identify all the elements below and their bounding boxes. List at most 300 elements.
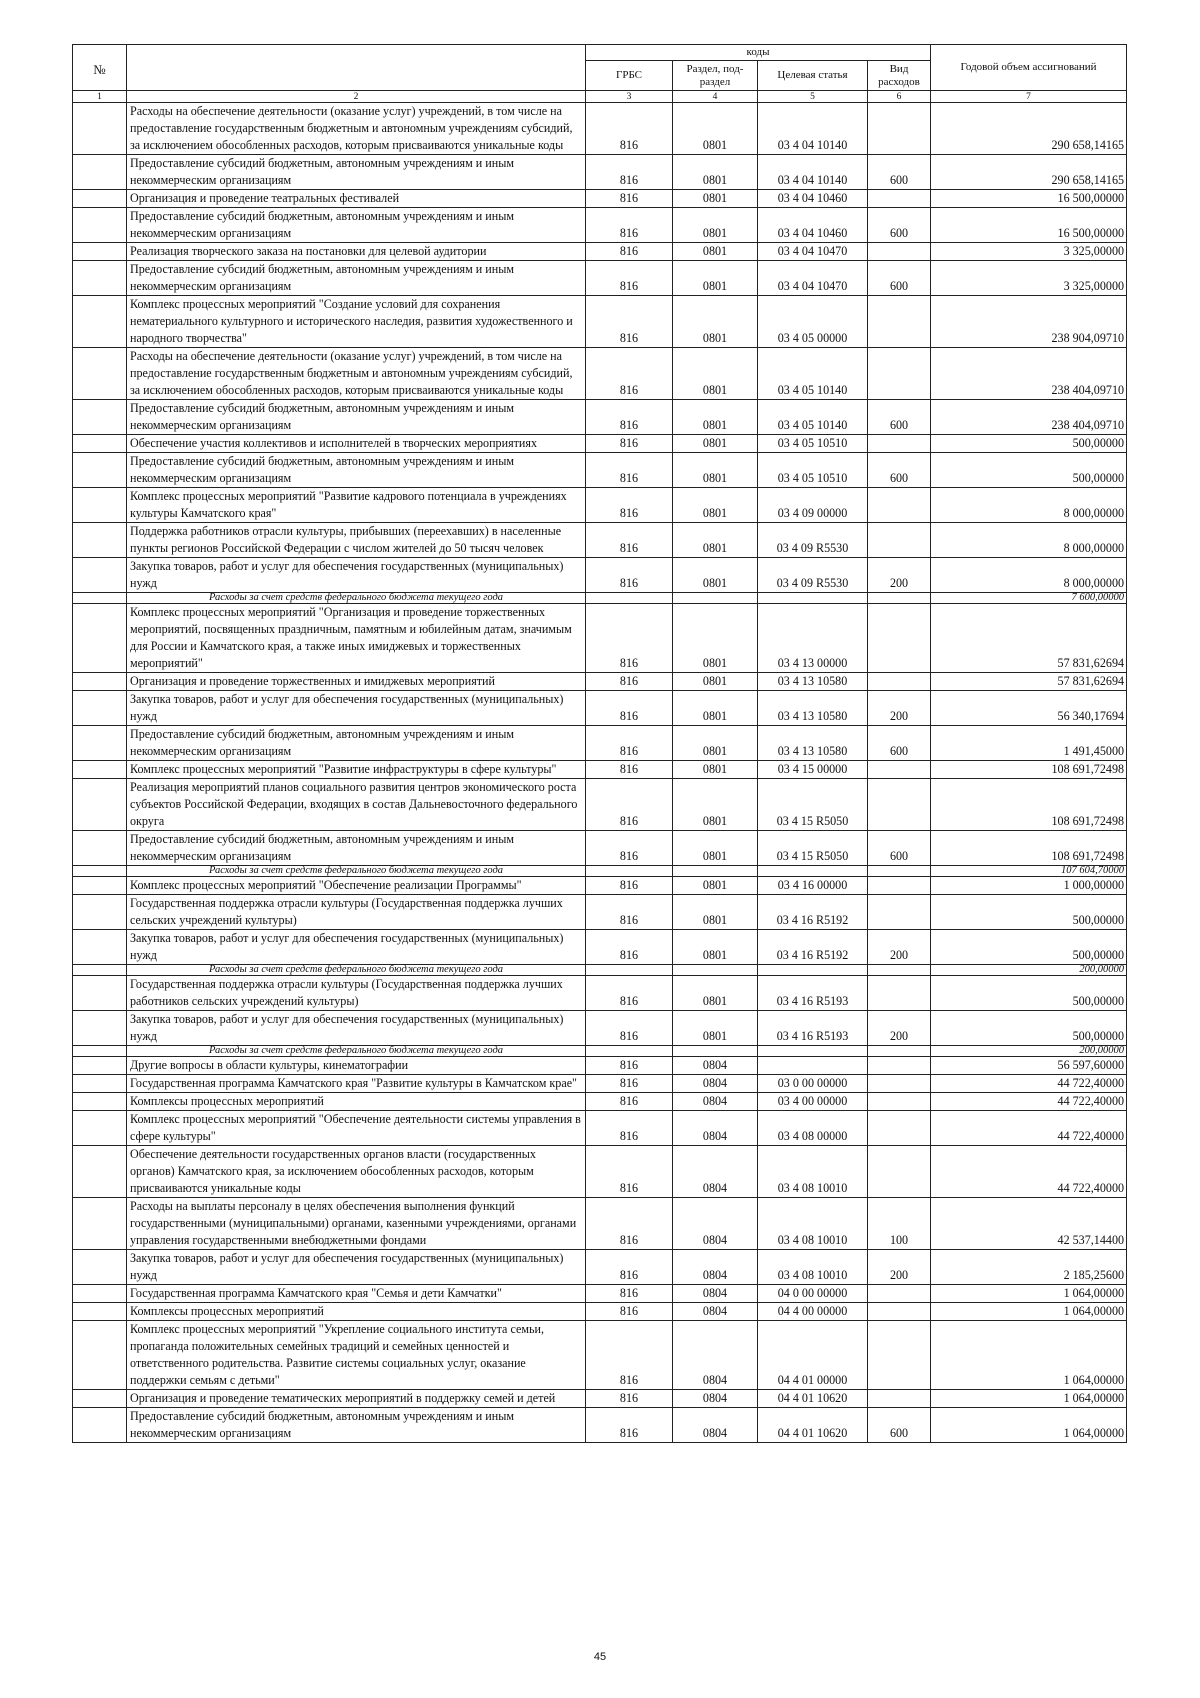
header-number: 2 [127,91,586,103]
row-name-cell: Комплекс процессных мероприятий "Обеспечение деятельности системы управления в сфере культуры" [127,1111,586,1146]
row-amount-cell: 1 064,00000 [931,1285,1127,1303]
row-amount-cell: 16 500,00000 [931,208,1127,243]
row-number-cell [73,1408,127,1443]
row-number-cell [73,1198,127,1250]
row-name-cell: Государственная поддержка отрасли культуры (Государственная поддержка лучших работников сельских учреждений культуры) [127,976,586,1011]
row-razdel-cell: 0804 [673,1075,758,1093]
row-vid-cell: 200 [868,1250,931,1285]
row-amount-cell: 44 722,40000 [931,1093,1127,1111]
header-number: 6 [868,91,931,103]
row-target-cell: 04 4 01 10620 [758,1390,868,1408]
row-grbs-cell: 816 [586,877,673,895]
row-amount-cell: 1 064,00000 [931,1408,1127,1443]
row-grbs-cell: 816 [586,208,673,243]
table-row [73,930,1127,965]
row-name-cell: Предоставление субсидий бюджетным, автономным учреждениям и иным некоммерческим организациям [127,155,586,190]
row-target-cell: 04 0 00 00000 [758,1285,868,1303]
row-vid-cell: 600 [868,261,931,296]
row-amount-cell: 8 000,00000 [931,488,1127,523]
table-row [73,1250,1127,1285]
table-row [73,1390,1127,1408]
row-number-cell [73,965,127,976]
row-target-cell: 03 4 13 10580 [758,673,868,691]
row-number-cell [73,488,127,523]
row-grbs-cell: 816 [586,1057,673,1075]
row-amount-cell: 3 325,00000 [931,261,1127,296]
row-vid-cell [868,1111,931,1146]
row-name-cell: Предоставление субсидий бюджетным, автономным учреждениям и иным некоммерческим организациям [127,400,586,435]
row-razdel-cell: 0801 [673,103,758,155]
row-grbs-cell: 816 [586,895,673,930]
row-number-cell [73,877,127,895]
row-razdel-cell: 0801 [673,243,758,261]
row-name-cell: Организация и проведение театральных фестивалей [127,190,586,208]
table-row [73,1146,1127,1198]
row-razdel-cell: 0801 [673,831,758,866]
row-razdel-cell: 0801 [673,779,758,831]
row-amount-cell: 500,00000 [931,435,1127,453]
row-amount-cell: 1 491,45000 [931,726,1127,761]
row-target-cell: 03 4 00 00000 [758,1093,868,1111]
table-row [73,208,1127,243]
row-target-cell: 03 4 05 10140 [758,400,868,435]
row-vid-cell [868,604,931,673]
row-razdel-cell: 0801 [673,155,758,190]
row-name-cell: Обеспечение деятельности государственных органов власти (государственных органов) Камчатского края, за исключением обособленных расходов, которым присваиваются уникальные коды [127,1146,586,1198]
row-vid-cell [868,348,931,400]
table-row [73,435,1127,453]
row-razdel-cell [673,965,758,976]
row-target-cell: 03 4 15 R5050 [758,831,868,866]
row-razdel-cell: 0801 [673,691,758,726]
row-name-cell: Расходы за счет средств федерального бюджета текущего года [127,866,586,877]
row-name-cell: Предоставление субсидий бюджетным, автономным учреждениям и иным некоммерческим организациям [127,831,586,866]
row-vid-cell [868,866,931,877]
header-number: 3 [586,91,673,103]
row-vid-cell [868,761,931,779]
row-vid-cell: 100 [868,1198,931,1250]
row-razdel-cell: 0801 [673,877,758,895]
row-razdel-cell [673,866,758,877]
table-row [73,558,1127,593]
row-target-cell: 03 4 09 R5530 [758,523,868,558]
row-grbs-cell: 816 [586,155,673,190]
row-razdel-cell: 0801 [673,296,758,348]
row-target-cell [758,866,868,877]
table-row [73,691,1127,726]
row-number-cell [73,453,127,488]
row-grbs-cell: 816 [586,523,673,558]
row-name-cell: Реализация творческого заказа на постановки для целевой аудитории [127,243,586,261]
row-amount-cell: 56 597,60000 [931,1057,1127,1075]
row-name-cell: Расходы на обеспечение деятельности (оказание услуг) учреждений, в том числе на предоставление государственным бюджетным и автономным учреждениям субсидий, за исключением обособленных расходов, которым присваиваются уникальные коды [127,348,586,400]
row-target-cell: 03 4 13 10580 [758,726,868,761]
row-name-cell: Государственная программа Камчатского края "Семья и дети Камчатки" [127,1285,586,1303]
row-vid-cell [868,673,931,691]
table-row [73,1321,1127,1390]
row-grbs-cell: 816 [586,673,673,691]
header-number: 1 [73,91,127,103]
table-row [73,779,1127,831]
row-vid-cell [868,296,931,348]
row-name-cell: Организация и проведение тематических мероприятий в поддержку семей и детей [127,1390,586,1408]
row-number-cell [73,1250,127,1285]
table-row [73,1093,1127,1111]
table-row [73,488,1127,523]
row-number-cell [73,523,127,558]
row-target-cell: 03 4 05 10140 [758,348,868,400]
row-grbs-cell: 816 [586,1408,673,1443]
row-grbs-cell: 816 [586,261,673,296]
row-vid-cell [868,1321,931,1390]
row-razdel-cell: 0804 [673,1093,758,1111]
row-grbs-cell: 816 [586,1250,673,1285]
row-number-cell [73,930,127,965]
row-amount-cell: 238 904,09710 [931,296,1127,348]
row-amount-cell: 1 064,00000 [931,1390,1127,1408]
row-grbs-cell: 816 [586,930,673,965]
row-amount-cell: 200,00000 [931,965,1127,976]
row-amount-cell: 500,00000 [931,976,1127,1011]
row-vid-cell: 600 [868,831,931,866]
row-amount-cell: 57 831,62694 [931,673,1127,691]
row-grbs-cell: 816 [586,1303,673,1321]
row-vid-cell: 200 [868,930,931,965]
table-row [73,296,1127,348]
row-razdel-cell: 0801 [673,673,758,691]
row-amount-cell: 108 691,72498 [931,831,1127,866]
table-row [73,1303,1127,1321]
row-amount-cell: 44 722,40000 [931,1075,1127,1093]
row-number-cell [73,348,127,400]
row-number-cell [73,400,127,435]
row-number-cell [73,208,127,243]
row-grbs-cell: 816 [586,1198,673,1250]
table-row [73,243,1127,261]
row-name-cell: Государственная программа Камчатского края "Развитие культуры в Камчатском крае" [127,1075,586,1093]
row-number-cell [73,103,127,155]
header-col-target: Целевая статья [758,61,868,91]
row-amount-cell: 238 404,09710 [931,400,1127,435]
row-razdel-cell: 0801 [673,930,758,965]
header-numbers-row [73,91,1127,103]
row-number-cell [73,1093,127,1111]
row-target-cell: 04 4 01 00000 [758,1321,868,1390]
row-vid-cell [868,1093,931,1111]
row-razdel-cell: 0801 [673,400,758,435]
row-number-cell [73,1057,127,1075]
row-vid-cell: 200 [868,1011,931,1046]
table-row [73,895,1127,930]
row-razdel-cell: 0801 [673,976,758,1011]
row-amount-cell: 1 000,00000 [931,877,1127,895]
row-name-cell: Поддержка работников отрасли культуры, прибывших (переехавших) в населенные пункты регионов Российской Федерации с числом жителей до 50 тысяч человек [127,523,586,558]
table-row [73,761,1127,779]
row-name-cell: Расходы на обеспечение деятельности (оказание услуг) учреждений, в том числе на предоставление государственным бюджетным и автономным учреждениям субсидий, за исключением обособленных расходов, которым присваиваются уникальные коды [127,103,586,155]
row-amount-cell: 2 185,25600 [931,1250,1127,1285]
row-vid-cell [868,976,931,1011]
row-razdel-cell: 0804 [673,1321,758,1390]
row-target-cell: 03 4 15 00000 [758,761,868,779]
row-target-cell: 03 4 04 10140 [758,103,868,155]
row-number-cell [73,1111,127,1146]
row-grbs-cell: 816 [586,435,673,453]
row-name-cell: Комплексы процессных мероприятий [127,1093,586,1111]
row-name-cell: Закупка товаров, работ и услуг для обеспечения государственных (муниципальных) нужд [127,558,586,593]
row-number-cell [73,1075,127,1093]
row-name-cell: Реализация мероприятий планов социального развития центров экономического роста субъектов Российской Федерации, входящих в состав Дальневосточного федерального округа [127,779,586,831]
row-target-cell: 03 4 04 10460 [758,190,868,208]
table-body [73,103,1127,1443]
row-number-cell [73,1321,127,1390]
row-number-cell [73,1390,127,1408]
row-name-cell: Обеспечение участия коллективов и исполнителей в творческих мероприятиях [127,435,586,453]
row-target-cell: 03 4 13 10580 [758,691,868,726]
row-amount-cell: 290 658,14165 [931,155,1127,190]
row-vid-cell [868,1075,931,1093]
row-razdel-cell: 0801 [673,261,758,296]
row-grbs-cell: 816 [586,831,673,866]
row-razdel-cell [673,1046,758,1057]
row-razdel-cell: 0804 [673,1390,758,1408]
row-grbs-cell: 816 [586,558,673,593]
table-row [73,155,1127,190]
row-razdel-cell: 0801 [673,435,758,453]
row-number-cell [73,866,127,877]
row-amount-cell: 107 604,70000 [931,866,1127,877]
row-target-cell: 03 4 09 00000 [758,488,868,523]
table-row [73,1075,1127,1093]
row-target-cell: 03 4 05 00000 [758,296,868,348]
row-vid-cell: 600 [868,1408,931,1443]
row-vid-cell [868,243,931,261]
row-name-cell: Предоставление субсидий бюджетным, автономным учреждениям и иным некоммерческим организациям [127,726,586,761]
row-grbs-cell: 816 [586,1075,673,1093]
row-target-cell: 03 4 04 10470 [758,243,868,261]
row-target-cell [758,593,868,604]
table-row [73,400,1127,435]
table-row [73,831,1127,866]
row-target-cell: 03 4 16 00000 [758,877,868,895]
row-number-cell [73,726,127,761]
federal-budget-row [73,866,1127,877]
row-grbs-cell: 816 [586,1146,673,1198]
row-vid-cell: 600 [868,726,931,761]
row-razdel-cell [673,593,758,604]
row-target-cell: 03 4 08 10010 [758,1250,868,1285]
table-row [73,103,1127,155]
row-target-cell [758,1057,868,1075]
table-row [73,976,1127,1011]
row-amount-cell: 3 325,00000 [931,243,1127,261]
row-number-cell [73,1011,127,1046]
table-row [73,348,1127,400]
row-target-cell: 03 4 16 R5193 [758,976,868,1011]
row-razdel-cell: 0801 [673,523,758,558]
row-amount-cell: 1 064,00000 [931,1303,1127,1321]
table-row [73,1285,1127,1303]
row-razdel-cell: 0801 [673,726,758,761]
row-amount-cell: 500,00000 [931,895,1127,930]
row-target-cell: 04 4 01 10620 [758,1408,868,1443]
row-amount-cell: 8 000,00000 [931,558,1127,593]
row-amount-cell: 57 831,62694 [931,604,1127,673]
table-row [73,877,1127,895]
row-target-cell: 03 4 09 R5530 [758,558,868,593]
row-target-cell [758,965,868,976]
table-header [73,45,1127,103]
row-target-cell: 03 4 16 R5192 [758,895,868,930]
row-name-cell: Закупка товаров, работ и услуг для обеспечения государственных (муниципальных) нужд [127,1250,586,1285]
row-target-cell: 03 4 16 R5192 [758,930,868,965]
row-name-cell: Расходы за счет средств федерального бюджета текущего года [127,1046,586,1057]
row-number-cell [73,261,127,296]
row-razdel-cell: 0801 [673,1011,758,1046]
row-grbs-cell: 816 [586,691,673,726]
row-amount-cell: 238 404,09710 [931,348,1127,400]
row-grbs-cell: 816 [586,779,673,831]
row-vid-cell [868,877,931,895]
table-row [73,190,1127,208]
row-number-cell [73,435,127,453]
table-row [73,1408,1127,1443]
row-grbs-cell: 816 [586,103,673,155]
row-razdel-cell: 0801 [673,208,758,243]
row-name-cell: Закупка товаров, работ и услуг для обеспечения государственных (муниципальных) нужд [127,1011,586,1046]
table-row [73,261,1127,296]
row-razdel-cell: 0801 [673,558,758,593]
row-grbs-cell: 816 [586,400,673,435]
row-number-cell [73,593,127,604]
row-number-cell [73,895,127,930]
row-target-cell: 03 4 13 00000 [758,604,868,673]
budget-table-sheet [72,44,1126,1443]
row-number-cell [73,296,127,348]
row-name-cell: Комплекс процессных мероприятий "Развитие кадрового потенциала в учреждениях культуры Камчатского края" [127,488,586,523]
row-razdel-cell: 0801 [673,761,758,779]
row-vid-cell [868,895,931,930]
row-number-cell [73,976,127,1011]
row-razdel-cell: 0804 [673,1146,758,1198]
row-grbs-cell: 816 [586,1321,673,1390]
row-number-cell [73,604,127,673]
table-row [73,726,1127,761]
row-target-cell: 03 0 00 00000 [758,1075,868,1093]
row-vid-cell [868,1390,931,1408]
row-razdel-cell: 0804 [673,1057,758,1075]
row-target-cell: 03 4 16 R5193 [758,1011,868,1046]
row-name-cell: Комплекс процессных мероприятий "Укрепление социального института семьи, пропаганда положительных семейных традиций и семейных ценностей и ответственного родительства. Развитие системы социальных услуг, оказание поддержки семьям с детьми" [127,1321,586,1390]
row-vid-cell: 200 [868,691,931,726]
row-number-cell [73,155,127,190]
header-col-grbs: ГРБС [586,61,673,91]
row-name-cell: Комплекс процессных мероприятий "Организация и проведение торжественных мероприятий, посвященных праздничным, памятным и юбилейным датам, значимым для России и Камчатского края, а также иных имиджевых и торжественных мероприятий" [127,604,586,673]
row-amount-cell: 44 722,40000 [931,1146,1127,1198]
row-number-cell [73,243,127,261]
row-number-cell [73,1285,127,1303]
row-grbs-cell: 816 [586,243,673,261]
row-amount-cell: 56 340,17694 [931,691,1127,726]
row-amount-cell: 290 658,14165 [931,103,1127,155]
row-razdel-cell: 0804 [673,1303,758,1321]
header-codes-group: коды [586,45,931,61]
row-number-cell [73,190,127,208]
row-amount-cell: 8 000,00000 [931,523,1127,558]
row-razdel-cell: 0801 [673,190,758,208]
row-number-cell [73,779,127,831]
row-razdel-cell: 0801 [673,348,758,400]
row-grbs-cell: 816 [586,1011,673,1046]
row-name-cell: Расходы за счет средств федерального бюджета текущего года [127,593,586,604]
row-vid-cell [868,435,931,453]
row-razdel-cell: 0804 [673,1250,758,1285]
row-name-cell: Комплекс процессных мероприятий "Создание условий для сохранения нематериального культурного и исторического наследия, развития художественного и народного творчества" [127,296,586,348]
row-name-cell: Расходы за счет средств федерального бюджета текущего года [127,965,586,976]
row-vid-cell: 600 [868,453,931,488]
row-number-cell [73,1146,127,1198]
row-name-cell: Предоставление субсидий бюджетным, автономным учреждениям и иным некоммерческим организациям [127,208,586,243]
header-col-no: № [73,45,127,91]
header-col-amount: Годовой объем ассигнований [931,45,1127,91]
header-number: 5 [758,91,868,103]
row-target-cell: 03 4 08 00000 [758,1111,868,1146]
row-name-cell: Предоставление субсидий бюджетным, автономным учреждениям и иным некоммерческим организациям [127,261,586,296]
table-row [73,673,1127,691]
row-number-cell [73,1046,127,1057]
row-amount-cell: 7 600,00000 [931,593,1127,604]
row-name-cell: Закупка товаров, работ и услуг для обеспечения государственных (муниципальных) нужд [127,691,586,726]
row-name-cell: Государственная поддержка отрасли культуры (Государственная поддержка лучших сельских учреждений культуры) [127,895,586,930]
row-name-cell: Комплекс процессных мероприятий "Развитие инфраструктуры в сфере культуры" [127,761,586,779]
header-col-name [127,45,586,91]
row-vid-cell: 600 [868,208,931,243]
row-vid-cell [868,1046,931,1057]
table-row [73,1057,1127,1075]
row-razdel-cell: 0801 [673,453,758,488]
row-name-cell: Закупка товаров, работ и услуг для обеспечения государственных (муниципальных) нужд [127,930,586,965]
table-row [73,1011,1127,1046]
header-col-razdel: Раздел, под-раздел [673,61,758,91]
federal-budget-row [73,1046,1127,1057]
row-amount-cell: 16 500,00000 [931,190,1127,208]
row-razdel-cell: 0801 [673,604,758,673]
row-vid-cell: 200 [868,558,931,593]
row-target-cell: 03 4 05 10510 [758,435,868,453]
federal-budget-row [73,593,1127,604]
page-number: 45 [593,1651,607,1663]
row-grbs-cell: 816 [586,1390,673,1408]
row-target-cell: 04 4 00 00000 [758,1303,868,1321]
row-name-cell: Расходы на выплаты персоналу в целях обеспечения выполнения функций государственными (муниципальными) органами, казенными учреждениями, органами управления государственными внебюджетными фондами [127,1198,586,1250]
row-name-cell: Предоставление субсидий бюджетным, автономным учреждениям и иным некоммерческим организациям [127,1408,586,1443]
row-amount-cell: 108 691,72498 [931,761,1127,779]
row-razdel-cell: 0804 [673,1285,758,1303]
row-vid-cell [868,523,931,558]
row-grbs-cell: 816 [586,453,673,488]
row-target-cell: 03 4 04 10460 [758,208,868,243]
row-amount-cell: 200,00000 [931,1046,1127,1057]
row-amount-cell: 42 537,14400 [931,1198,1127,1250]
row-target-cell: 03 4 08 10010 [758,1198,868,1250]
row-vid-cell [868,103,931,155]
row-name-cell: Организация и проведение торжественных и имиджевых мероприятий [127,673,586,691]
row-target-cell: 03 4 15 R5050 [758,779,868,831]
row-number-cell [73,761,127,779]
row-vid-cell [868,1303,931,1321]
row-target-cell: 03 4 04 10140 [758,155,868,190]
table-row [73,1198,1127,1250]
row-vid-cell [868,779,931,831]
